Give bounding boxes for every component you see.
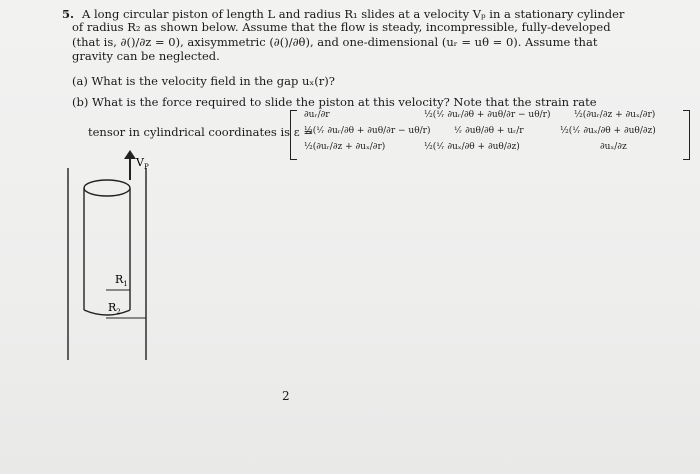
piston-cylinder-figure — [60, 150, 200, 370]
tensor-cell-ztheta: ½(¹⁄ᵣ ∂uₓ/∂θ + ∂uθ/∂z) — [424, 142, 520, 152]
r1-label: $R_1$ — [115, 273, 128, 288]
strain-rate-tensor — [290, 110, 690, 160]
tensor-cell-thetatheta: ¹⁄ᵣ ∂uθ/∂θ + uᵣ/r — [454, 126, 524, 136]
tensor-cell-rtheta: ½(¹⁄ᵣ ∂uᵣ/∂θ + ∂uθ/∂r − uθ/r) — [424, 110, 551, 120]
problem-line-4: gravity can be neglected. — [72, 49, 220, 63]
tensor-cell-rz: ½(∂uᵣ/∂z + ∂uₓ/∂r) — [574, 110, 656, 120]
piston-top-ellipse — [84, 180, 130, 196]
problem-line-1: A long circular piston of length L and radius R₁ slides at a velocity Vₚ in a stationary cylinder — [82, 7, 625, 21]
question-a: (a) What is the velocity field in the gap uₓ(r)? — [72, 74, 335, 88]
problem-line-2: of radius R₂ as shown below. Assume that the flow is steady, incompressible, fully-developed — [72, 20, 611, 34]
piston-bottom-curve — [84, 310, 130, 315]
question-b: (b) What is the force required to slide the piston at this velocity? Note that the strain rate — [72, 95, 597, 109]
page-number: 2 — [282, 389, 290, 403]
tensor-cell-zz: ∂uₓ/∂z — [600, 142, 627, 152]
velocity-arrow-head — [124, 150, 136, 159]
tensor-cell-thetar: ½(¹⁄ᵣ ∂uᵣ/∂θ + ∂uθ/∂r − uθ/r) — [304, 126, 431, 136]
problem-line-3: (that is, ∂()/∂z = 0), axisymmetric (∂()/∂θ), and one-dimensional (uᵣ = uθ = 0). Assume that — [72, 35, 598, 49]
tensor-cell-rr: ∂uᵣ/∂r — [304, 110, 330, 120]
velocity-label: $V_P$ — [136, 156, 149, 171]
tensor-cell-thetaz: ½(¹⁄ᵣ ∂uₓ/∂θ + ∂uθ/∂z) — [560, 126, 656, 136]
r2-label: $R_2$ — [108, 301, 121, 316]
problem-number: 5. — [62, 7, 75, 21]
tensor-cell-zr: ½(∂uᵣ/∂z + ∂uₓ/∂r) — [304, 142, 386, 152]
tensor-lead-text: tensor in cylindrical coordinates is ε = — [88, 125, 313, 139]
matrix-right-bracket — [683, 110, 690, 160]
matrix-left-bracket — [290, 110, 297, 160]
